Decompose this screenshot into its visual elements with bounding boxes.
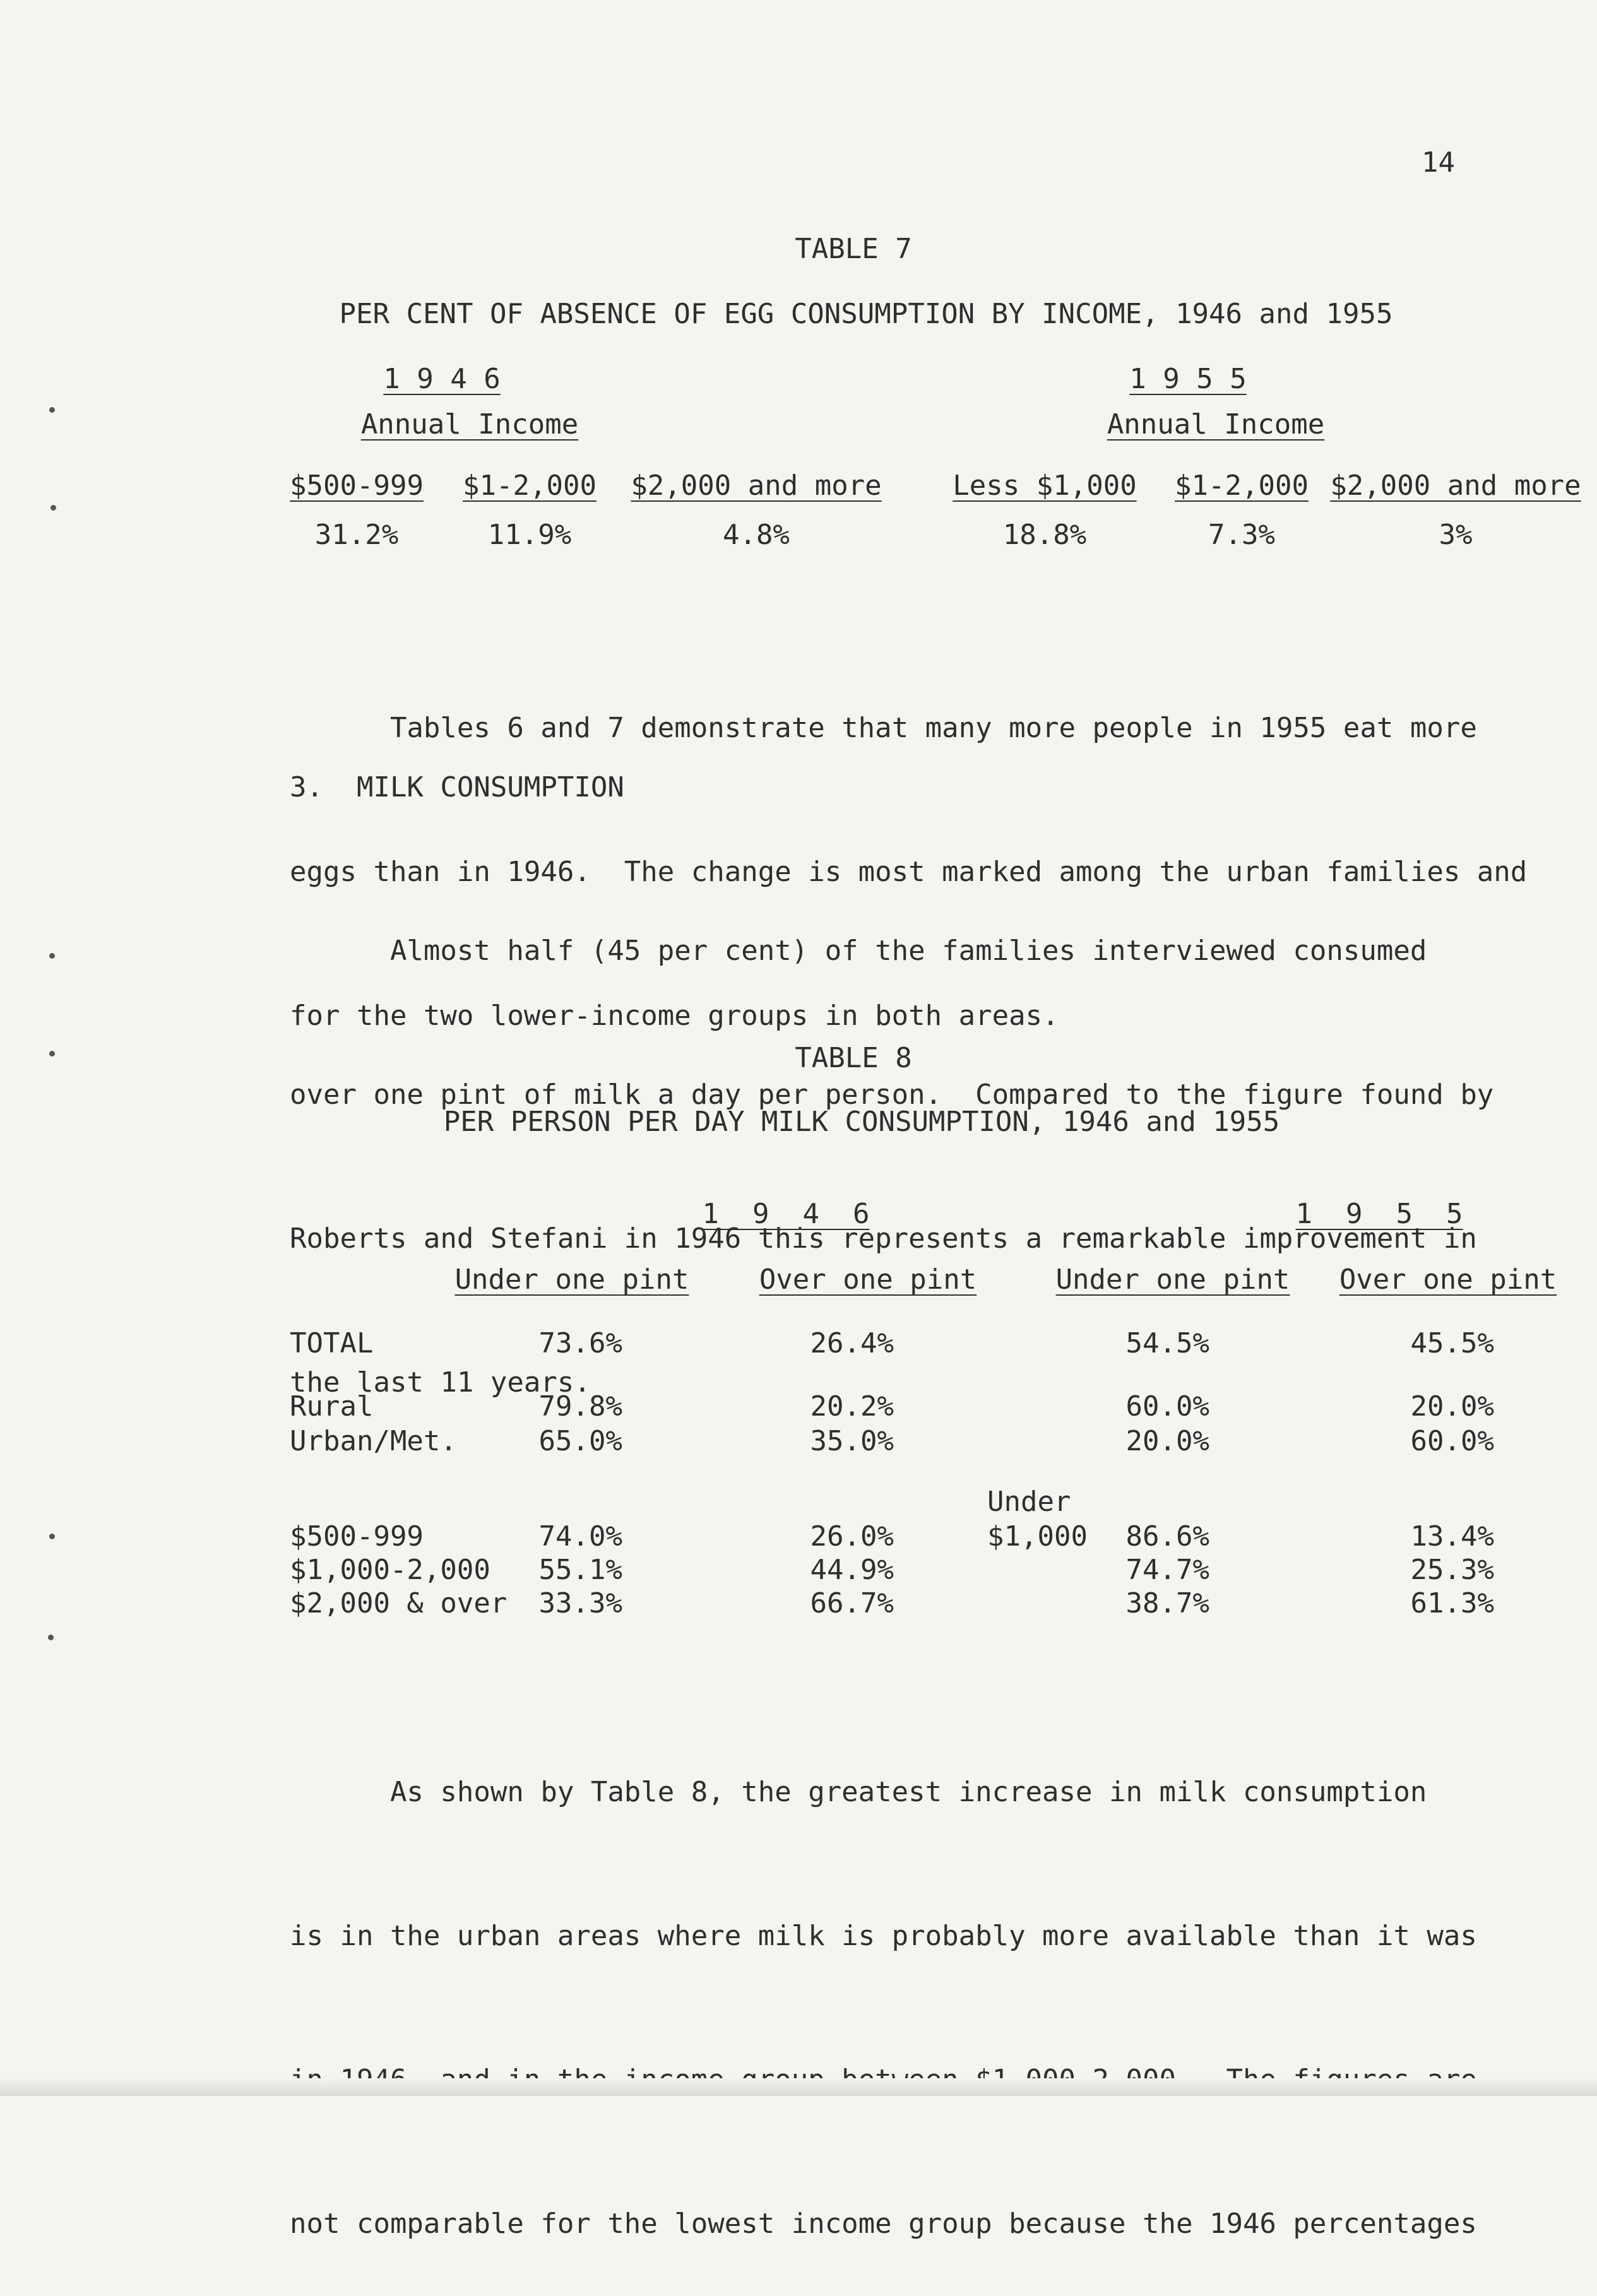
- table7-income-label-1946: Annual Income: [360, 408, 579, 441]
- table8-cell: 73.6%: [538, 1327, 622, 1359]
- table8-cell: 74.7%: [1125, 1554, 1209, 1586]
- table8-cell: 20.0%: [1125, 1425, 1209, 1457]
- table7-col-header: $2,000 and more: [1330, 470, 1581, 502]
- table8-cell: 35.0%: [810, 1425, 894, 1457]
- table8-row-label: Urban/Met.: [290, 1425, 457, 1457]
- table8-cell: 61.3%: [1410, 1587, 1494, 1619]
- paragraph-line: As shown by Table 8, the greatest increase in milk consumption: [290, 1776, 1427, 1808]
- paragraph-table8-discussion: [290, 1672, 1502, 2296]
- table8-cell: 38.7%: [1125, 1587, 1209, 1619]
- table8-row-label: $1,000-2,000: [290, 1554, 490, 1586]
- paragraph-line: not comparable for the lowest income group because the 1946 percentages: [290, 2208, 1477, 2240]
- paragraph-line: over one pint of milk a day per person. Compared to the figure found by: [290, 1079, 1494, 1111]
- paragraph-line: eggs than in 1946. The change is most marked among the urban families and: [290, 856, 1528, 888]
- paragraph-line: for the two lower-income groups in both areas.: [290, 1000, 1059, 1032]
- table8-cell: 74.0%: [538, 1520, 622, 1553]
- table8-cell: 13.4%: [1410, 1520, 1494, 1553]
- table8-cell: 66.7%: [810, 1587, 894, 1619]
- table8-cell: 44.9%: [810, 1554, 894, 1586]
- table8-cell: 60.0%: [1125, 1390, 1209, 1423]
- table8-cell: 20.0%: [1410, 1390, 1494, 1423]
- table8-cell: 33.3%: [538, 1587, 622, 1619]
- table8-label: TABLE 8: [795, 1042, 912, 1074]
- table7-year-1955: 1 9 5 5: [1129, 363, 1247, 395]
- table8-title: PER PERSON PER DAY MILK CONSUMPTION, 1946 and 1955: [443, 1106, 1280, 1138]
- table7-col-header: $2,000 and more: [631, 470, 882, 502]
- table7-label: TABLE 7: [795, 233, 912, 265]
- section-heading-milk: 3. MILK CONSUMPTION: [290, 771, 624, 803]
- table8-cell: 26.4%: [810, 1327, 894, 1359]
- paragraph-line: is in the urban areas where milk is probably more available than it was: [290, 1920, 1477, 1952]
- table8-cell: 55.1%: [538, 1554, 622, 1586]
- scan-speck: [49, 953, 55, 959]
- table7-col-header: $500-999: [290, 470, 424, 502]
- table7-title: PER CENT OF ABSENCE OF EGG CONSUMPTION BY INCOME, 1946 and 1955: [339, 298, 1393, 330]
- table8-cell: 54.5%: [1125, 1327, 1209, 1359]
- table8-row-label: $2,000 & over: [290, 1587, 508, 1619]
- table7-col-header: $1-2,000: [1175, 470, 1309, 502]
- table8-row-label: Rural: [290, 1390, 374, 1423]
- paragraph-line: Almost half (45 per cent) of the families interviewed consumed: [290, 935, 1427, 967]
- paragraph-line: Tables 6 and 7 demonstrate that many more people in 1955 eat more: [290, 712, 1477, 744]
- table8-cell: 65.0%: [538, 1425, 622, 1457]
- table8-col-header: Under one pint: [1055, 1263, 1290, 1296]
- scan-speck: [49, 407, 55, 413]
- table8-row-label: $500-999: [290, 1520, 424, 1553]
- table7-value: 18.8%: [1002, 519, 1087, 551]
- table7-value: 3%: [1439, 519, 1473, 551]
- scan-speck: [48, 1635, 54, 1640]
- table8-col-header: Over one pint: [1339, 1263, 1557, 1296]
- table8-cell: 25.3%: [1410, 1554, 1494, 1586]
- scan-speck: [50, 505, 56, 511]
- table8-year-1955: 1 9 5 5: [1295, 1198, 1463, 1230]
- table7-value: 7.3%: [1208, 519, 1275, 551]
- table8-row-label: TOTAL: [290, 1327, 374, 1359]
- table7-income-label-1955: Annual Income: [1107, 408, 1325, 441]
- table8-cell: 20.2%: [810, 1390, 894, 1423]
- table8-under-label: Under: [987, 1486, 1071, 1518]
- scan-speck: [49, 1051, 55, 1056]
- table7-col-header: Less $1,000: [953, 470, 1137, 502]
- page-bottom-edge: [0, 2078, 1597, 2096]
- paragraph-line: Roberts and Stefani in 1946 this represents a remarkable improvement in: [290, 1222, 1477, 1255]
- table7-col-header: $1-2,000: [463, 470, 597, 502]
- table8-under-amount: $1,000: [987, 1520, 1088, 1553]
- table7-value: 4.8%: [723, 519, 790, 551]
- table7-value: 31.2%: [314, 519, 399, 551]
- table8-cell: 79.8%: [538, 1390, 622, 1423]
- table8-col-header: Under one pint: [454, 1263, 689, 1296]
- scan-speck: [49, 1534, 55, 1539]
- table8-cell: 45.5%: [1410, 1327, 1494, 1359]
- table8-cell: 26.0%: [810, 1520, 894, 1553]
- page-number: 14: [1422, 146, 1455, 179]
- table7-year-1946: 1 9 4 6: [383, 363, 501, 395]
- table8-cell: 86.6%: [1125, 1520, 1209, 1553]
- table7-value: 11.9%: [487, 519, 572, 551]
- table8-col-header: Over one pint: [759, 1263, 977, 1296]
- paragraph-line: the last 11 years.: [290, 1366, 591, 1399]
- table8-cell: 60.0%: [1410, 1425, 1494, 1457]
- paragraph-milk: [290, 831, 1528, 1455]
- table8-year-1946: 1 9 4 6: [702, 1198, 870, 1230]
